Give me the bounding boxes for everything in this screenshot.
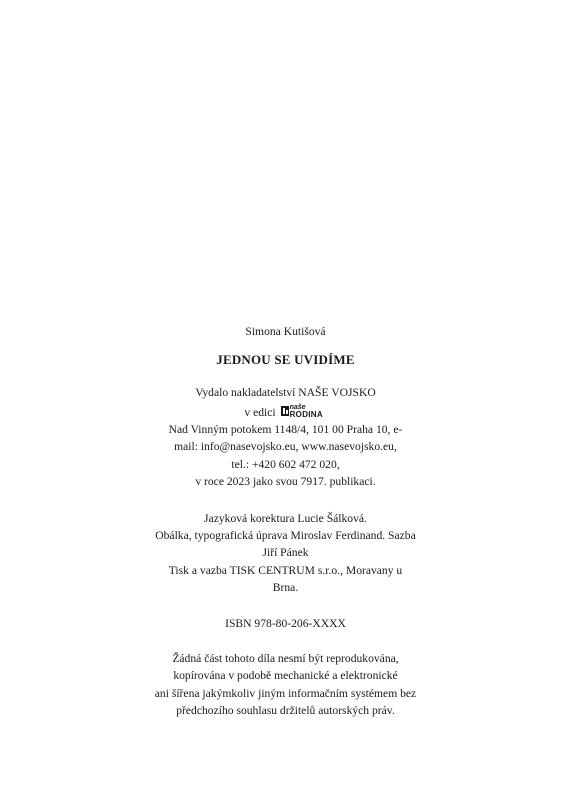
copyright-line-4: předchozího souhlasu držitelů autorských práv. <box>176 704 395 717</box>
edition-prefix: v edici <box>244 406 276 419</box>
book-title: JEDNOU SE UVIDÍME <box>216 352 355 367</box>
nase-rodina-logo <box>281 405 327 418</box>
credits-line-1: Jazyková korektura Lucie Šálková. <box>204 512 367 525</box>
copyright-line-1: Žádná část tohoto díla nesmí být reprodukována, <box>172 652 399 665</box>
author-name: Simona Kutišová <box>245 325 326 338</box>
family-logo-icon <box>281 406 289 416</box>
publication-year-line: v roce 2023 jako svou 7917. publikaci. <box>195 475 376 488</box>
phone-line: tel.: +420 602 472 020, <box>231 458 340 471</box>
address-line-1: Nad Vinným potokem 1148/4, 101 00 Praha 10, e- <box>168 423 403 436</box>
credits-line-2: Obálka, typografická úprava Miroslav Ferdinand. Sazba <box>155 529 416 542</box>
logo-top-text: naše <box>289 404 306 411</box>
isbn: ISBN 978-80-206-XXXX <box>225 617 346 630</box>
logo-bottom-text: RODINA <box>289 410 323 419</box>
address-line-2: mail: info@nasevojsko.eu, www.nasevojsko.eu, <box>174 440 397 453</box>
copyright-line-2: kopírována v podobě mechanické a elektronické <box>173 669 398 682</box>
edition-line <box>0 404 571 421</box>
credits-line-5: Brna. <box>272 581 299 594</box>
publisher-line: Vydalo nakladatelství NAŠE VOJSKO <box>195 386 376 399</box>
credits-line-3: Jiří Pánek <box>262 546 309 559</box>
copyright-line-3: ani šířena jakýmkoliv jiným informačním systémem bez <box>154 687 417 700</box>
credits-line-4: Tisk a vazba TISK CENTRUM s.r.o., Moravany u <box>168 564 403 577</box>
